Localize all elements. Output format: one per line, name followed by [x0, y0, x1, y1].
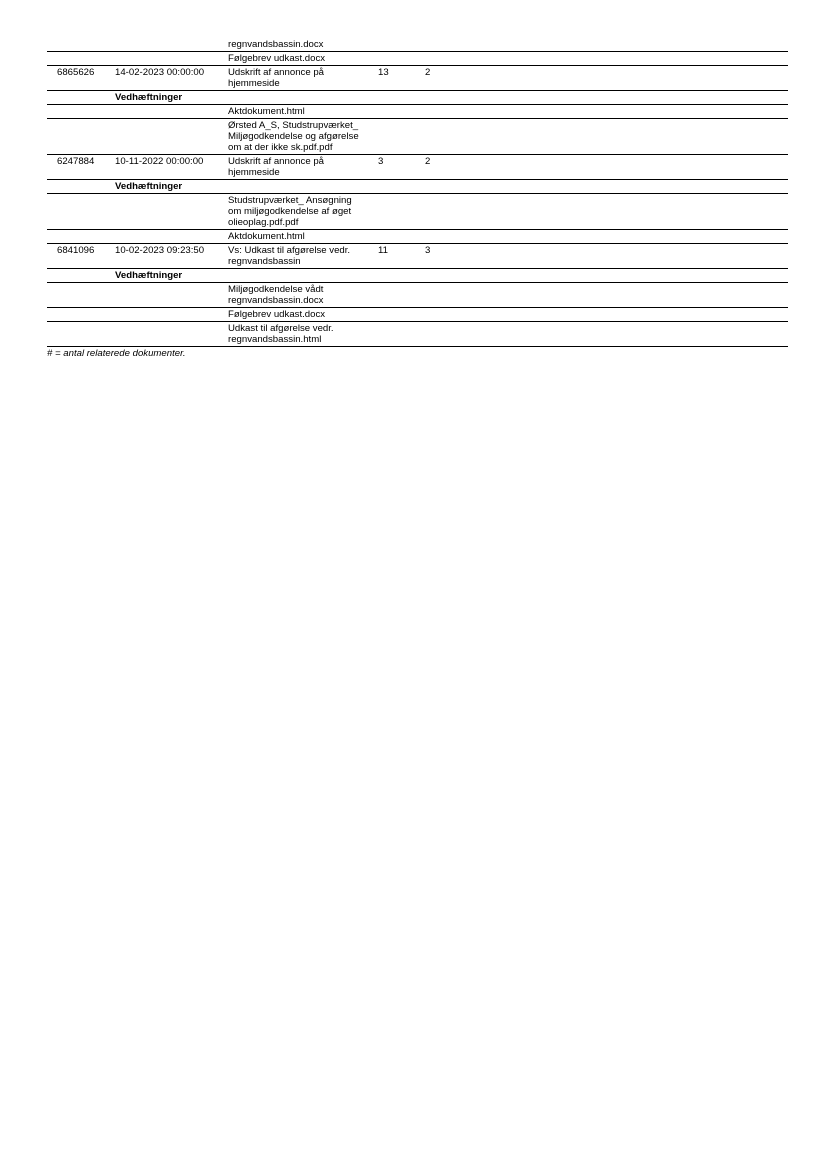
document-title: Studstrupværket_ Ansøgning om miljøgodkendelse af øget olieoplag.pdf.pdf: [228, 195, 352, 228]
related-count: [425, 323, 455, 345]
attachment-row: [47, 119, 788, 155]
attachments-header-row: [47, 91, 788, 105]
attachment-row: [47, 38, 788, 52]
attachments-header-row: [47, 269, 788, 283]
document-id: [47, 231, 115, 242]
document-date: [115, 120, 228, 153]
document-date: [115, 106, 228, 117]
document-id: [47, 195, 115, 228]
page-count: [378, 195, 425, 228]
spacer-cell: [455, 270, 788, 281]
spacer-cell: [455, 92, 788, 103]
document-id: [47, 92, 115, 103]
related-count: [425, 53, 455, 64]
related-count: [425, 270, 455, 281]
page-count: [378, 181, 425, 192]
related-count: [425, 195, 455, 228]
attachments-header-row: [47, 180, 788, 194]
document-title: [228, 92, 378, 103]
page-count: [378, 231, 425, 242]
spacer-cell: [455, 156, 788, 178]
page-count: 11: [378, 245, 388, 256]
document-title: Udskrift af annonce på hjemmeside: [228, 156, 324, 178]
page-count: [378, 309, 425, 320]
attachments-label: Vedhæftninger: [115, 270, 183, 281]
document-row: [47, 66, 788, 91]
attachment-row: [47, 194, 788, 230]
attachment-row: [47, 308, 788, 322]
document-id: [47, 53, 115, 64]
document-title: [228, 181, 378, 192]
related-count: 2: [425, 156, 431, 167]
spacer-cell: [455, 39, 788, 50]
document-date: [115, 309, 228, 320]
document-id: [47, 120, 115, 153]
related-count: [425, 231, 455, 242]
document-title: Aktdokument.html: [228, 106, 305, 117]
document-id: [47, 323, 115, 345]
document-title: Miljøgodkendelse vådt regnvandsbassin.docx: [228, 284, 324, 306]
attachment-row: [47, 105, 788, 119]
document-title: regnvandsbassin.docx: [228, 39, 324, 50]
document-id: [47, 270, 115, 281]
page-count: [378, 120, 425, 153]
spacer-cell: [455, 309, 788, 320]
document-id: 6247884: [57, 156, 95, 167]
spacer-cell: [455, 181, 788, 192]
document-title: [228, 270, 378, 281]
page-count: [378, 284, 425, 306]
attachment-row: [47, 52, 788, 66]
spacer-cell: [455, 284, 788, 306]
page-count: [378, 53, 425, 64]
page-count: 13: [378, 67, 389, 78]
document-date: 10-11-2022 00:00:00: [115, 156, 204, 167]
spacer-cell: [455, 323, 788, 345]
attachments-label: Vedhæftninger: [115, 181, 183, 192]
page-count: [378, 106, 425, 117]
document-date: [115, 284, 228, 306]
document-row: [47, 244, 788, 269]
page-count: [378, 270, 425, 281]
attachment-row: [47, 230, 788, 244]
attachment-row: [47, 322, 788, 347]
footnote: # = antal relaterede dokumenter.: [47, 348, 186, 359]
document-date: 14-02-2023 00:00:00: [115, 67, 205, 78]
document-title: Vs: Udkast til afgørelse vedr. regnvandsbassin: [228, 245, 351, 267]
document-date: [115, 39, 228, 50]
document-date: [115, 323, 228, 345]
related-count: [425, 120, 455, 153]
related-count: 3: [425, 245, 431, 256]
spacer-cell: [455, 106, 788, 117]
spacer-cell: [455, 245, 788, 267]
document-title: Udskrift af annonce på hjemmeside: [228, 67, 324, 89]
document-id: [47, 106, 115, 117]
spacer-cell: [455, 195, 788, 228]
attachment-row: [47, 283, 788, 308]
document-id: [47, 39, 115, 50]
document-id: [47, 309, 115, 320]
document-id: 6865626: [57, 67, 95, 78]
document-title: Følgebrev udkast.docx: [228, 53, 326, 64]
page-count: [378, 323, 425, 345]
spacer-cell: [455, 231, 788, 242]
document-id: 6841096: [57, 245, 95, 256]
related-count: [425, 92, 455, 103]
related-count: [425, 106, 455, 117]
attachments-label: Vedhæftninger: [115, 92, 183, 103]
document-row: [47, 155, 788, 180]
document-date: [115, 231, 228, 242]
document-date: [115, 53, 228, 64]
related-count: [425, 309, 455, 320]
related-count: 2: [425, 67, 431, 78]
document-id: [47, 284, 115, 306]
document-title: Aktdokument.html: [228, 231, 305, 242]
document-title: Følgebrev udkast.docx: [228, 309, 326, 320]
document-title: Udkast til afgørelse vedr. regnvandsbassin.html: [228, 323, 334, 345]
spacer-cell: [455, 53, 788, 64]
document-date: 10-02-2023 09:23:50: [115, 245, 205, 256]
document-title: Ørsted A_S, Studstrupværket_ Miljøgodkendelse og afgørelse om at der ikke sk.pdf.pdf: [228, 120, 359, 153]
page-count: [378, 92, 425, 103]
document-table: [47, 38, 788, 347]
related-count: [425, 39, 455, 50]
related-count: [425, 284, 455, 306]
document-date: [115, 195, 228, 228]
page-count: [378, 39, 425, 50]
spacer-cell: [455, 67, 788, 89]
page-count: 3: [378, 156, 384, 167]
related-count: [425, 181, 455, 192]
document-id: [47, 181, 115, 192]
spacer-cell: [455, 120, 788, 153]
